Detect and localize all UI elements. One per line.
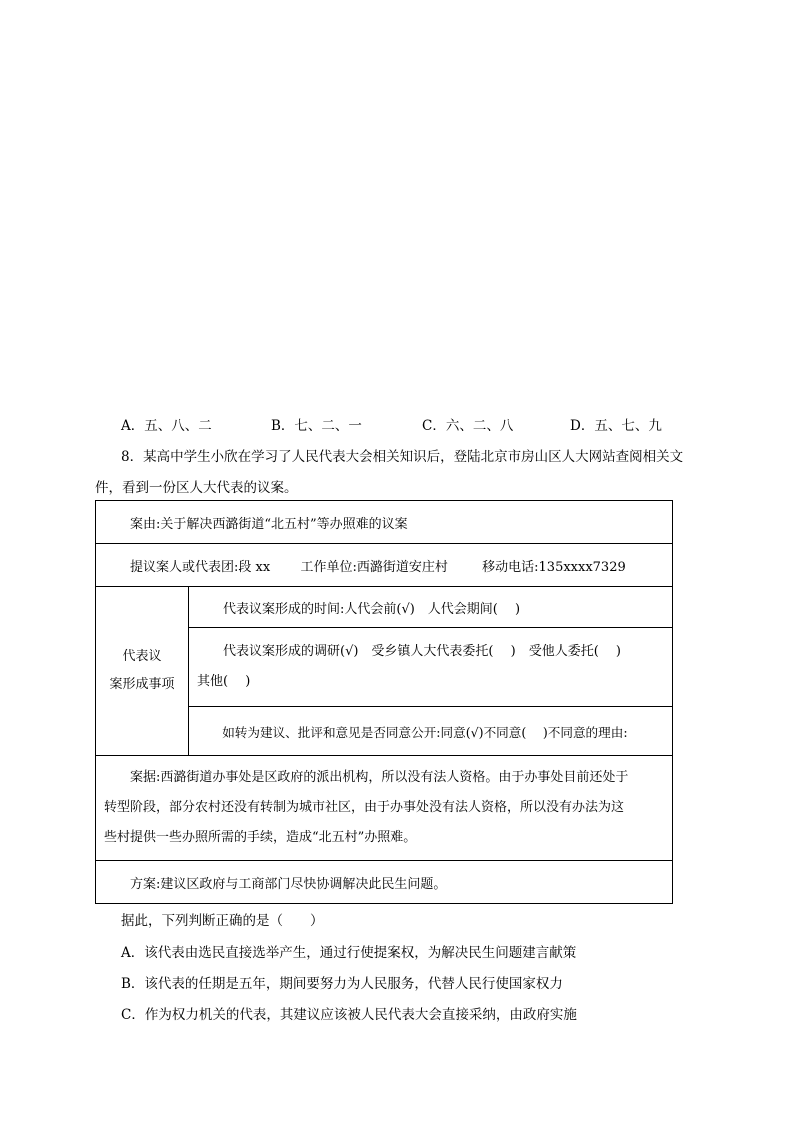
- formation-time: 代表议案形成的时间:人代会前(√) 人代会期间( ): [189, 587, 673, 628]
- table-row-title: [96, 501, 673, 544]
- option-a: A．五、八、二: [121, 418, 212, 434]
- choice-c: C．作为权力机关的代表，其建议应该被人民代表大会直接采纳，由政府实施: [121, 1007, 577, 1023]
- question-prompt: 据此，下列判断正确的是（ ）: [121, 913, 324, 929]
- table-row-plan: [96, 861, 673, 904]
- basis-line1: 案据:西潞街道办事处是区政府的派出机构，所以没有法人资格。由于办事处目前还处于: [130, 770, 629, 785]
- case-title: 案由:关于解决西潞街道“北五村”等办照难的议案: [96, 501, 673, 544]
- question-stem-line2: 件，看到一份区人大代表的议案。: [95, 480, 298, 496]
- proposal-table: [95, 500, 673, 904]
- formation-matters-label: [96, 587, 189, 756]
- proposer-name: 提议案人或代表团:段 xx: [130, 559, 271, 575]
- formation-label-line1: 代表议: [122, 649, 162, 664]
- work-unit: 工作单位:西潞街道安庄村: [300, 559, 448, 575]
- publicity-consent: 如转为建议、批评和意见是否同意公开:同意(√)不同意( )不同意的理由:: [189, 707, 673, 756]
- table-row-basis: [96, 756, 673, 861]
- basis-line2: 转型阶段，部分农村还没有转制为城市社区，由于办事处没有法人资格，所以没有办法为这: [104, 800, 625, 815]
- table-row-proposer: [96, 544, 673, 587]
- question-stem-line1: 8．某高中学生小欣在学习了人民代表大会相关知识后，登陆北京市房山区人大网站查阅相关文: [121, 449, 684, 465]
- proposer-info: [96, 544, 673, 587]
- choice-b: B．该代表的任期是五年，期间要努力为人民服务，代替人民行使国家权力: [121, 976, 563, 992]
- research-line2: 其他( ): [197, 674, 251, 689]
- table-row-time: [96, 587, 673, 628]
- formation-research: [189, 628, 673, 707]
- case-plan: 方案:建议区政府与工商部门尽快协调解决此民生问题。: [96, 861, 673, 904]
- option-c: C．六、二、八: [422, 418, 514, 434]
- option-b: B．七、二、一: [271, 418, 362, 434]
- choice-a: A．该代表由选民直接选举产生，通过行使提案权，为解决民生问题建言献策: [121, 945, 577, 961]
- case-basis: [96, 756, 673, 861]
- option-d: D．五、七、九: [570, 418, 662, 434]
- phone-number: 移动电话:135xxxx7329: [482, 559, 626, 575]
- basis-line3: 些村提供一些办照所需的手续，造成“北五村”办照难。: [104, 830, 417, 845]
- formation-label-line2: 案形成事项: [109, 677, 175, 692]
- research-line1: 代表议案形成的调研(√) 受乡镇人大代表委托( ) 受他人委托( ): [223, 644, 621, 659]
